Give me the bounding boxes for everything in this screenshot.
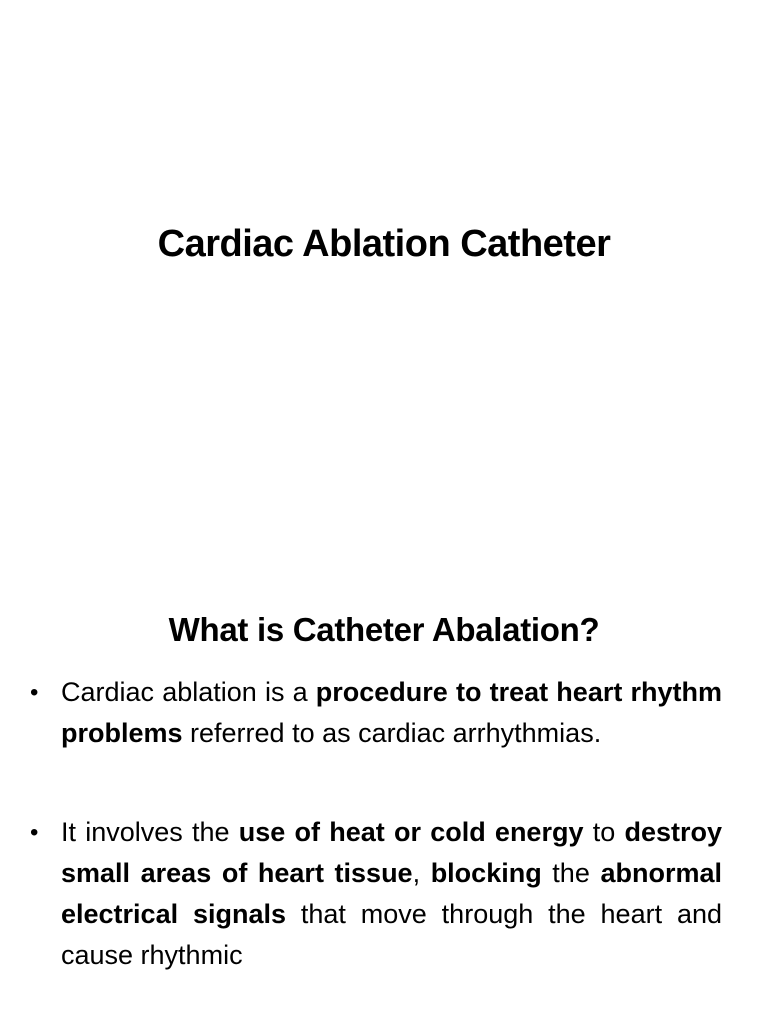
bullet-text xyxy=(61,817,722,970)
bullet-text-emphasis: use of heat or cold energy xyxy=(238,817,584,847)
bullet-text-emphasis: procedure to treat heart rhythm problems xyxy=(61,677,722,748)
slide-content xyxy=(0,576,768,1024)
bullet-text-segment: to xyxy=(583,817,625,847)
slide-content-heading: What is Catheter Abalation? xyxy=(168,611,600,648)
bullet-text-emphasis: abnormal electrical signals xyxy=(61,858,722,929)
bullet-text-segment: , xyxy=(412,858,431,888)
bullet-text-segment: Cardiac ablation is a xyxy=(61,677,316,707)
bullet-text-segment: referred to as cardiac arrhythmias. xyxy=(182,718,602,748)
bullet-item xyxy=(30,672,722,754)
bullet-dot-icon: • xyxy=(30,819,39,846)
bullet-text xyxy=(61,677,722,748)
slide-title-heading: Cardiac Ablation Catheter xyxy=(157,223,611,265)
bullet-text-segment: It involves the xyxy=(61,817,239,847)
bullet-text-emphasis: destroy small areas of heart tissue xyxy=(61,817,722,888)
bullet-dot-icon: • xyxy=(30,679,39,706)
bullet-text-segment: that move through the heart and cause rhythmic xyxy=(61,899,723,970)
bullet-text-segment: the xyxy=(541,858,601,888)
bullet-item xyxy=(30,812,722,976)
bullet-text-emphasis: blocking xyxy=(430,858,542,888)
bullet-list xyxy=(30,672,722,1024)
